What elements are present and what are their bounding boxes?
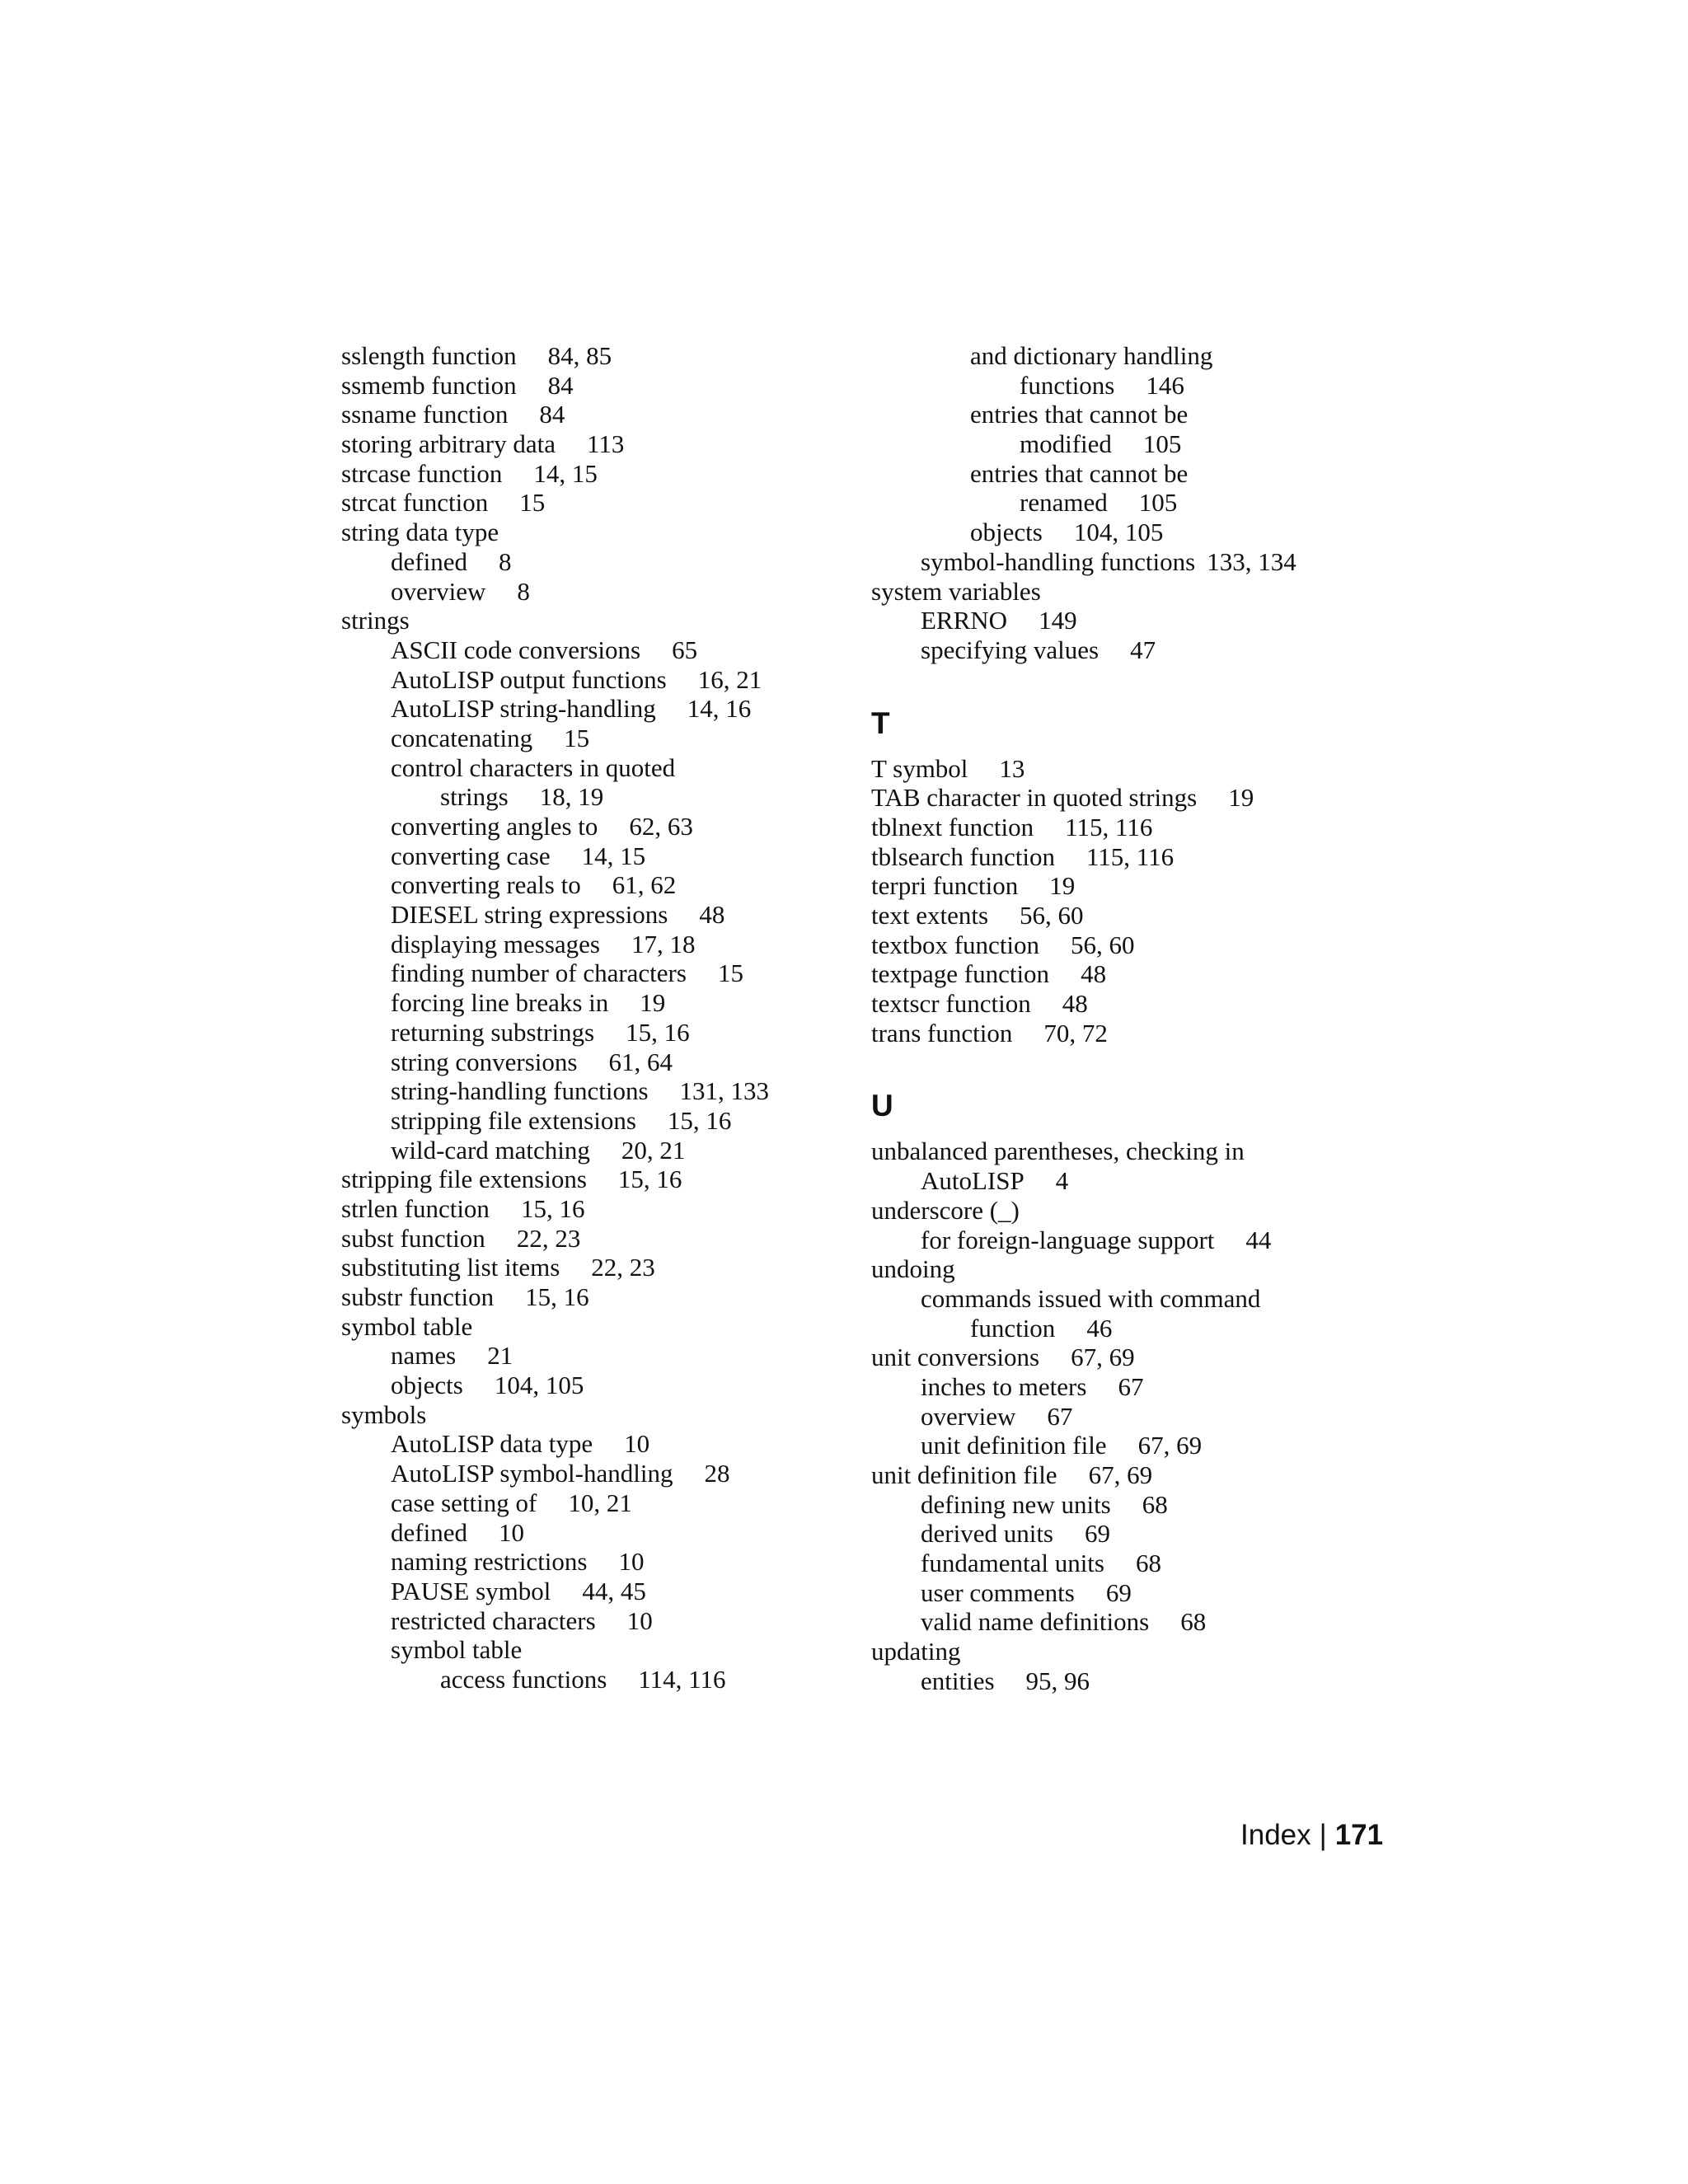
index-term: fundamental units (921, 1549, 1104, 1578)
index-term: names (391, 1341, 457, 1371)
index-term: converting case (391, 841, 551, 870)
index-entry (341, 371, 836, 401)
index-page-refs: 105 (1138, 488, 1178, 518)
index-page-refs: 114, 116 (638, 1664, 726, 1694)
index-term: defined (391, 1517, 467, 1547)
index-term: textbox function (871, 930, 1040, 959)
index-subentry (341, 1459, 836, 1488)
index-column-left (341, 341, 836, 1694)
index-subentry (341, 1076, 836, 1106)
index-entry (871, 754, 1399, 784)
index-entry (341, 1253, 836, 1282)
index-page-refs: 67, 69 (1071, 1343, 1135, 1372)
index-page-refs: 16, 21 (697, 664, 762, 694)
page-number: 171 (1334, 1819, 1384, 1851)
index-term: symbols (341, 1399, 427, 1429)
footer-section-label: Index (1240, 1819, 1311, 1851)
index-entry (871, 1019, 1399, 1048)
index-subentry (871, 1226, 1399, 1255)
index-subentry (871, 1578, 1399, 1608)
index-page-refs: 65 (672, 635, 698, 664)
index-letter-heading: U (871, 1089, 893, 1123)
index-subentry (341, 1518, 836, 1548)
index-page-refs: 22, 23 (516, 1223, 581, 1253)
index-page-refs: 20, 21 (621, 1135, 686, 1165)
index-subentry (871, 371, 1399, 401)
index-page-refs: 69 (1085, 1519, 1110, 1549)
index-subentry (871, 1607, 1399, 1637)
index-term: updating (871, 1637, 961, 1666)
index-page-refs: 8 (517, 576, 530, 606)
index-term: ERRNO (921, 606, 1008, 635)
index-term: strcat function (341, 488, 489, 518)
index-entry (871, 1137, 1399, 1166)
index-term: forcing line breaks in (391, 988, 609, 1018)
index-entry (871, 1460, 1399, 1490)
index-page-refs: 46 (1086, 1313, 1113, 1343)
index-page-refs: 44 (1245, 1225, 1272, 1254)
index-term: for foreign-language support (921, 1225, 1215, 1254)
index-subentry (341, 1136, 836, 1165)
index-subentry (871, 1372, 1399, 1402)
index-page-refs: 67 (1047, 1401, 1073, 1431)
index-subentry (341, 958, 836, 988)
index-term: storing arbitrary data (341, 429, 556, 459)
index-term: DIESEL string expressions (391, 900, 668, 930)
index-page-refs: 18, 19 (539, 782, 604, 812)
index-term: unit conversions (871, 1343, 1040, 1372)
index-term: defining new units (921, 1489, 1111, 1519)
index-page-refs: 14, 15 (533, 458, 598, 488)
index-term: unit definition file (871, 1460, 1057, 1489)
footer-separator: | (1319, 1819, 1327, 1851)
index-term: entities (921, 1666, 995, 1695)
index-page-refs: 67, 69 (1088, 1460, 1153, 1489)
index-term: commands issued with command (921, 1283, 1261, 1313)
index-subentry (341, 694, 836, 724)
page-footer (1240, 1819, 1383, 1852)
index-page-refs: 22, 23 (591, 1253, 655, 1282)
index-page-refs: 115, 116 (1065, 812, 1153, 841)
index-page-refs: 149 (1039, 606, 1077, 635)
index-page-refs: 10 (618, 1547, 645, 1577)
index-subentry (871, 547, 1399, 577)
index-subentry (341, 577, 836, 607)
index-subentry (341, 665, 836, 695)
index-page-refs: 68 (1180, 1607, 1207, 1637)
index-page-refs: 56, 60 (1020, 901, 1084, 930)
index-term: modified (1020, 429, 1112, 459)
index-entry (341, 1165, 836, 1194)
index-subentry (871, 1402, 1399, 1432)
index-subentry (341, 1429, 836, 1459)
index-term: unbalanced parentheses, checking in (871, 1137, 1245, 1166)
index-subentry (871, 1314, 1399, 1343)
index-page-refs: 10 (624, 1429, 650, 1459)
index-term: ssmemb function (341, 370, 517, 400)
index-page-refs: 68 (1142, 1489, 1168, 1519)
index-term: concatenating (391, 723, 533, 752)
index-subentry (341, 1106, 836, 1136)
index-term: symbol-handling functions (921, 546, 1196, 576)
index-term: function (970, 1313, 1056, 1343)
index-letter-heading: T (871, 705, 890, 740)
index-page-refs: 70, 72 (1043, 1018, 1108, 1047)
index-entry (341, 1400, 836, 1430)
index-term: substr function (341, 1282, 495, 1311)
index-page-refs: 56, 60 (1071, 930, 1135, 959)
index-subentry (871, 341, 1399, 371)
index-term: tblsearch function (871, 841, 1055, 871)
index-term: valid name definitions (921, 1607, 1150, 1637)
index-term: AutoLISP symbol-handling (391, 1459, 673, 1488)
index-page-refs: 115, 116 (1085, 841, 1175, 871)
index-subentry (871, 635, 1399, 665)
index-term: string conversions (391, 1047, 578, 1076)
index-subentry (871, 1284, 1399, 1314)
index-subentry (871, 1549, 1399, 1578)
index-subentry (341, 724, 836, 753)
index-subentry (341, 1665, 836, 1694)
index-entry (871, 930, 1399, 960)
index-term: entries that cannot be (970, 458, 1189, 488)
index-term: AutoLISP output functions (391, 664, 667, 694)
index-subentry (871, 400, 1399, 429)
index-subentry (341, 988, 836, 1018)
index-term: naming restrictions (391, 1547, 588, 1577)
index-term: wild-card matching (391, 1135, 590, 1165)
index-term: string data type (341, 518, 499, 547)
index-term: undoing (871, 1254, 955, 1284)
index-term: objects (970, 518, 1043, 547)
index-term: substituting list items (341, 1253, 560, 1282)
index-page-refs: 19 (1228, 783, 1254, 813)
index-entry (341, 488, 836, 518)
index-subentry (871, 1431, 1399, 1460)
index-page-refs: 10 (626, 1605, 653, 1635)
index-term: case setting of (391, 1488, 537, 1517)
index-subentry (871, 1519, 1399, 1549)
index-page-refs: 48 (1081, 959, 1107, 989)
index-subentry (871, 488, 1399, 518)
index-subentry (871, 606, 1399, 635)
index-term: PAUSE symbol (391, 1576, 551, 1605)
index-entry (341, 518, 836, 547)
index-page-refs: 10, 21 (568, 1488, 632, 1517)
index-page-refs: 68 (1135, 1549, 1161, 1578)
index-term: inches to meters (921, 1371, 1087, 1401)
index-subentry (871, 518, 1399, 547)
index-term: displaying messages (391, 929, 600, 958)
index-page-refs: 104, 105 (494, 1371, 584, 1400)
index-term: symbol table (391, 1635, 523, 1665)
index-page-refs: 15 (519, 488, 546, 518)
index-subentry (871, 1666, 1399, 1696)
index-term: tblnext function (871, 812, 1034, 841)
index-page-refs: 95, 96 (1025, 1666, 1090, 1695)
index-term: functions (1020, 370, 1115, 400)
index-page-refs: 131, 133 (679, 1076, 770, 1106)
index-page-refs: 14, 15 (581, 841, 646, 870)
index-page-refs: 105 (1142, 429, 1182, 459)
index-page-refs: 15, 16 (617, 1165, 682, 1194)
index-subentry (341, 1488, 836, 1518)
index-subentry (341, 1547, 836, 1577)
index-term: defined (391, 546, 467, 576)
index-term: strcase function (341, 458, 503, 488)
index-subentry (341, 635, 836, 665)
index-term: sslength function (341, 341, 517, 370)
index-term: AutoLISP string-handling (391, 694, 656, 724)
index-subentry (341, 900, 836, 930)
index-term: stripping file extensions (341, 1165, 587, 1194)
index-page-refs: 84 (547, 370, 574, 400)
index-term: terpri function (871, 871, 1019, 901)
index-term: textscr function (871, 989, 1031, 1019)
index-page-refs: 4 (1055, 1166, 1069, 1196)
index-entry (871, 577, 1399, 607)
index-subentry (341, 1018, 836, 1047)
index-term: overview (391, 576, 486, 606)
index-page-refs: 69 (1105, 1577, 1132, 1607)
index-page-refs: 84, 85 (547, 341, 612, 370)
index-page-refs: 48 (1062, 989, 1088, 1019)
index-entry (871, 842, 1399, 872)
index-term: strlen function (341, 1193, 490, 1223)
index-page-refs: 62, 63 (629, 812, 693, 841)
index-term: T symbol (871, 753, 968, 783)
index-subentry (341, 1047, 836, 1077)
index-entry (341, 1194, 836, 1224)
index-subentry (341, 1635, 836, 1665)
index-term: finding number of characters (391, 958, 687, 988)
index-term: converting reals to (391, 870, 581, 900)
index-page-refs: 104, 105 (1073, 518, 1164, 547)
index-entry (871, 1254, 1399, 1284)
index-entry (341, 400, 836, 429)
index-page-refs: 67 (1118, 1371, 1144, 1401)
index-subentry (341, 547, 836, 577)
index-entry (871, 1637, 1399, 1666)
index-page-refs: 19 (1049, 871, 1076, 901)
index-subentry (341, 1606, 836, 1636)
index-term: and dictionary handling (970, 341, 1213, 370)
index-term: underscore (_) (871, 1195, 1020, 1225)
index-page-refs: 15, 16 (667, 1105, 732, 1135)
index-entry (341, 459, 836, 489)
index-term: returning substrings (391, 1017, 595, 1047)
index-subentry (341, 812, 836, 841)
index-term: ASCII code conversions (391, 635, 641, 664)
index-term: textpage function (871, 959, 1050, 989)
index-subentry (341, 1371, 836, 1400)
index-term: specifying values (921, 635, 1100, 664)
index-term: AutoLISP (921, 1166, 1025, 1196)
index-subentry (341, 870, 836, 900)
index-page-refs: 48 (699, 900, 725, 930)
index-term: text extents (871, 901, 989, 930)
index-term: string-handling functions (391, 1076, 649, 1106)
index-entry (341, 1224, 836, 1254)
index-term: restricted characters (391, 1605, 596, 1635)
index-page-refs: 19 (640, 988, 666, 1018)
index-subentry (871, 429, 1399, 459)
index-entry (871, 1166, 1399, 1196)
index-page-refs: 10 (498, 1517, 524, 1547)
index-page-refs: 44, 45 (582, 1576, 646, 1605)
index-page-refs: 21 (487, 1341, 513, 1371)
index-page-refs: 146 (1146, 370, 1184, 400)
index-page-refs: 67, 69 (1137, 1431, 1203, 1460)
index-term: objects (391, 1371, 463, 1400)
index-term: system variables (871, 576, 1041, 606)
index-entry (341, 606, 836, 635)
index-term: overview (921, 1401, 1016, 1431)
index-term: symbol table (341, 1311, 473, 1341)
index-subentry (341, 841, 836, 871)
index-term: subst function (341, 1223, 485, 1253)
index-subentry (341, 930, 836, 959)
index-column-right (871, 341, 1399, 1696)
index-term: TAB character in quoted strings (871, 783, 1198, 813)
index-term: AutoLISP data type (391, 1429, 593, 1459)
index-page-refs: 28 (704, 1459, 730, 1488)
index-term: unit definition file (921, 1431, 1107, 1460)
index-term: strings (341, 606, 410, 635)
index-entry (871, 783, 1399, 813)
index-term: renamed (1020, 488, 1108, 518)
index-term: derived units (921, 1519, 1053, 1549)
index-page-refs: 61, 64 (608, 1047, 673, 1076)
index-page-refs: 61, 62 (612, 870, 677, 900)
index-page-refs: 15 (717, 958, 743, 988)
index-entry (871, 989, 1399, 1019)
index-term: access functions (440, 1664, 607, 1694)
index-term: ssname function (341, 400, 509, 429)
index-term: converting angles to (391, 812, 598, 841)
index-subentry (341, 1577, 836, 1606)
index-term: trans function (871, 1018, 1013, 1047)
index-page-refs: 113 (586, 429, 625, 459)
index-page-refs: 47 (1130, 635, 1156, 664)
index-term: entries that cannot be (970, 400, 1189, 429)
index-page-refs: 84 (539, 400, 565, 429)
index-page-refs: 15 (564, 723, 590, 752)
index-entry (871, 1196, 1399, 1226)
index-page-refs: 15, 16 (525, 1282, 589, 1311)
index-page-refs: 13 (999, 753, 1025, 783)
index-page-refs: 15, 16 (626, 1017, 690, 1047)
index-term: control characters in quoted (391, 752, 676, 782)
index-entry (871, 871, 1399, 901)
index-page-refs: 15, 16 (520, 1193, 585, 1223)
index-subentry (341, 753, 836, 783)
index-term: stripping file extensions (391, 1105, 636, 1135)
index-term: strings (440, 782, 509, 812)
index-subentry (871, 459, 1399, 489)
index-page-refs: 133, 134 (1207, 546, 1296, 576)
index-entry (341, 429, 836, 459)
index-entry (871, 813, 1399, 842)
index-term: user comments (921, 1577, 1075, 1607)
index-entry (871, 901, 1399, 930)
index-page-refs: 8 (498, 546, 512, 576)
index-subentry (341, 1341, 836, 1371)
index-subentry (341, 782, 836, 812)
index-page-refs: 17, 18 (631, 929, 696, 958)
index-entry (871, 1343, 1399, 1372)
index-entry (871, 959, 1399, 989)
index-subentry (871, 1490, 1399, 1520)
index-entry (341, 1282, 836, 1312)
index-entry (341, 1312, 836, 1342)
index-page-refs: 14, 16 (687, 694, 752, 724)
index-entry (341, 341, 836, 371)
